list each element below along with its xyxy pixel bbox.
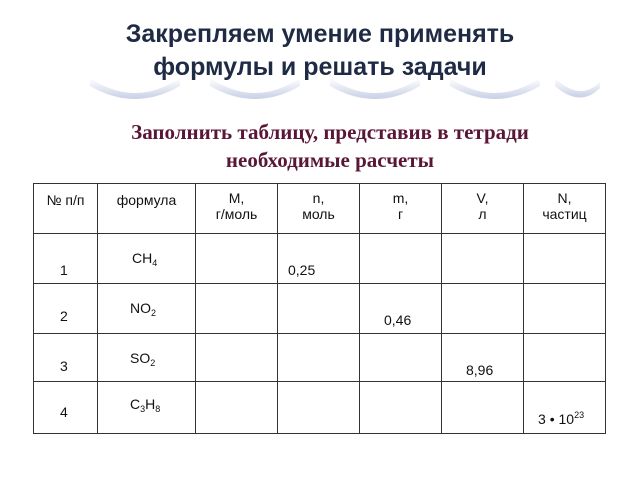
table-row [34,334,606,382]
cell-m [360,382,442,434]
row-formula: $NO_2$ [130,300,157,318]
header-m-symbol: m, [392,190,409,206]
header-M [196,184,278,234]
row-formula: $C_3H_8$ [130,396,161,414]
slide-title-line1: Закрепляем умение применять [125,20,515,48]
header-m [360,184,442,234]
cell-M [196,234,278,284]
cell-N [524,334,606,382]
subtitle-line2: необходимые расчеты [225,148,435,172]
calc-table [33,183,606,434]
row-num: 2 [60,308,68,324]
cell-m [360,234,442,284]
value-V: 8,96 [466,362,494,378]
row-num: 1 [60,262,68,278]
table-header-row [34,184,606,234]
table-row [34,382,606,434]
header-num: № п/п [34,184,98,234]
slide-title [0,18,640,84]
header-m-unit: г [397,206,404,222]
header-n [278,184,360,234]
row-formula: $CH_4$ [132,250,158,268]
header-N [524,184,606,234]
header-V-unit: л [478,206,487,222]
row-num: 4 [60,404,68,420]
header-n-symbol: n, [312,190,325,206]
cell-n [278,334,360,382]
cell-V [442,234,524,284]
header-N-symbol: N, [557,190,572,206]
cell-m [360,334,442,382]
table-row [34,284,606,334]
subtitle-line1: Заполнить таблицу, представив в тетради [131,120,529,144]
cell-V [442,284,524,334]
slide-title-line2: формулы и решать задачи [153,53,487,81]
cell-V [442,382,524,434]
decorative-arcs [60,78,600,104]
row-formula: $SO_2$ [130,350,156,368]
cell-M [196,334,278,382]
row-num: 3 [60,358,68,374]
cell-n [278,382,360,434]
cell-M [196,284,278,334]
cell-V [442,334,524,382]
cell-n [278,234,360,284]
cell-N [524,284,606,334]
header-n-unit: моль [302,206,335,222]
value-m: 0,46 [384,312,412,328]
value-n: 0,25 [288,262,316,278]
header-M-symbol: М, [228,190,245,206]
header-formula: формула [98,184,196,234]
value-N: 3 • $10^{23}$ [538,410,585,427]
cell-m [360,284,442,334]
slide-subtitle [90,118,570,174]
header-M-unit: г/моль [215,206,258,222]
cell-n [278,284,360,334]
header-V-symbol: V, [476,190,489,206]
cell-N [524,382,606,434]
header-N-unit: частиц [542,206,587,222]
cell-N [524,234,606,284]
cell-M [196,382,278,434]
table-row [34,234,606,284]
header-V [442,184,524,234]
